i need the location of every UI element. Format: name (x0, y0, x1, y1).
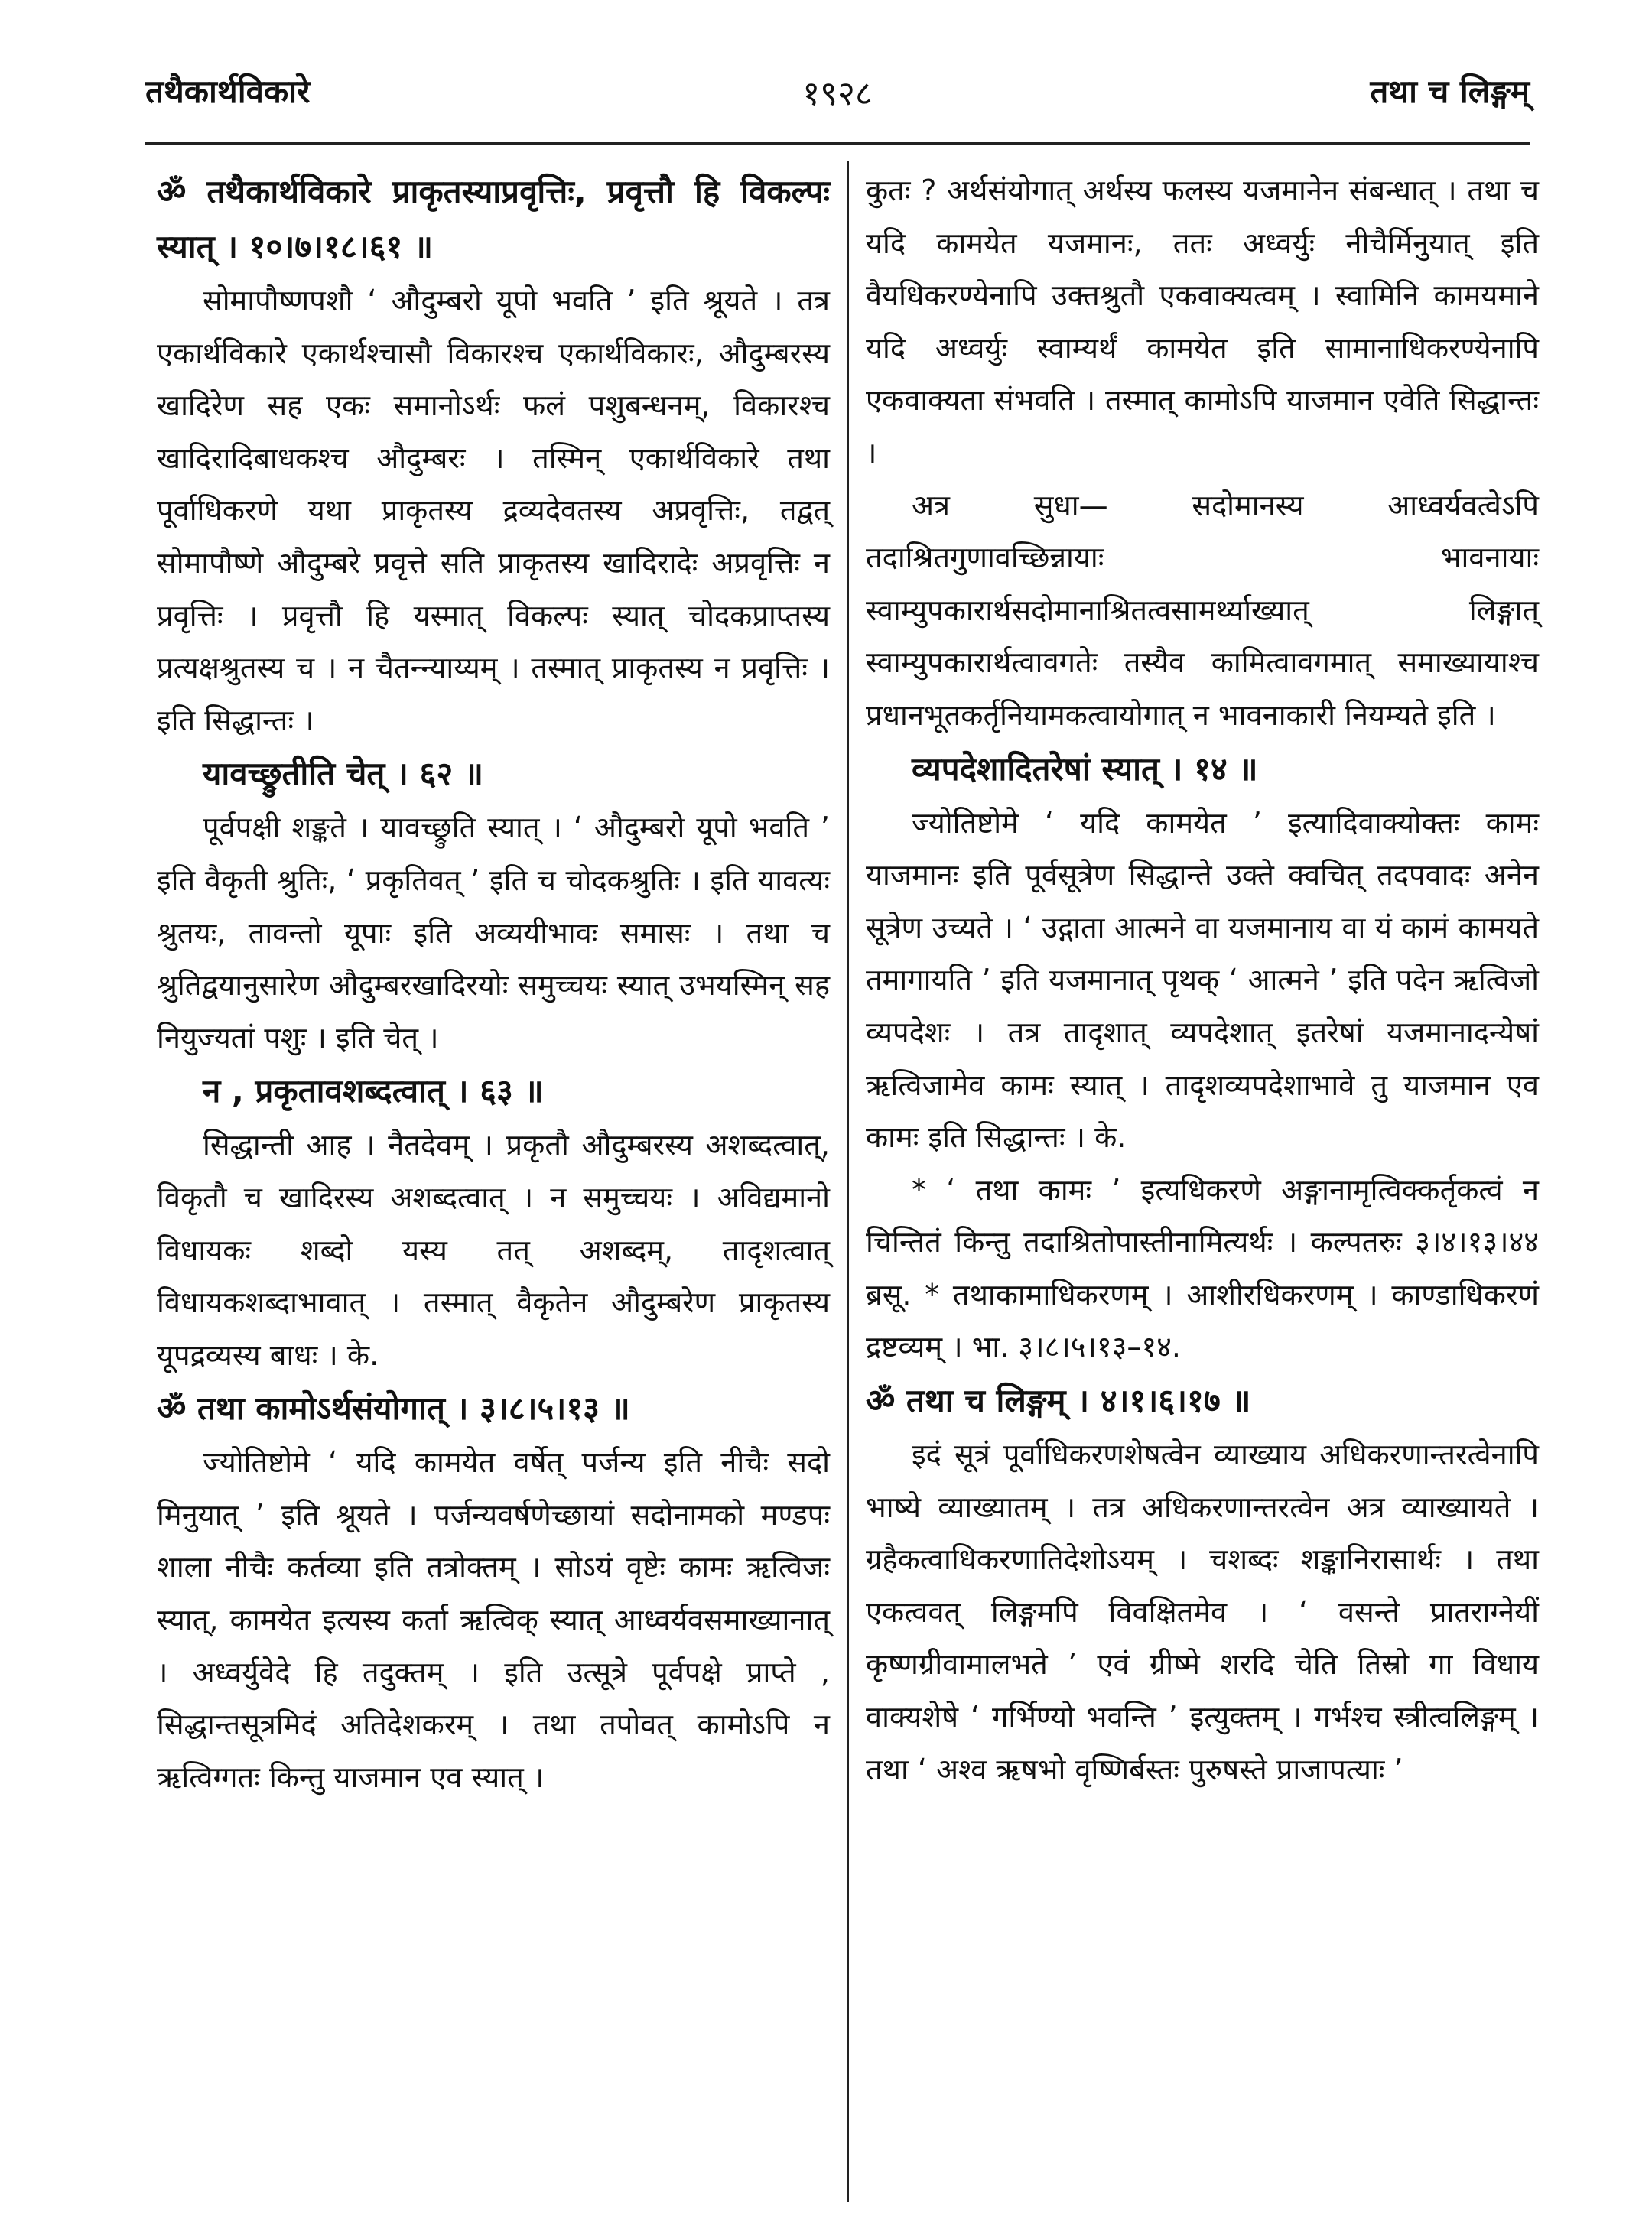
page-number: १९२८ (802, 74, 873, 113)
left-column (157, 164, 830, 1803)
commentary-paragraph: ज्योतिष्टोमे ‘ यदि कामयेत ’ इत्यादिवाक्योक्तः कामः याजमानः इति पूर्वसूत्रेण सिद्धान्ते उक्ते क्वचित् तदपवादः अनेन सूत्रेण उच्यते । ‘ उद्गाता आत्मने वा यजमानाय वा यं कामं कामयते तमागायति ’ इति यजमानात् पृथक् ‘ आत्मने ’ इति पदेन ऋत्विजो व्यपदेशः । तत्र तादृशात् व्यपदेशात् इतरेषां यजमानादन्येषां ऋत्विजामेव कामः स्यात् । तादृशव्यपदेशाभावे तु याजमान एव कामः इति सिद्धान्तः । के. (866, 805, 1539, 1155)
sutra-heading: न , प्रकृतावशब्दत्वात् । ६३ ॥ (203, 1072, 544, 1110)
commentary-paragraph: सोमापौष्णपशौ ‘ औदुम्बरो यूपो भवति ’ इति श्रूयते । तत्र एकार्थविकारे एकार्थश्चासौ विकारश्च एकार्थविकारः, औदुम्बरस्य खादिरेण सह एकः समानोऽर्थः फलं पशुबन्धनम्, विकारश्च खादिरादिबाधकश्च औदुम्बरः । तस्मिन् एकार्थविकारे तथा पूर्वाधिकरणे यथा प्राकृतस्य द्रव्यदेवतस्य अप्रवृत्तिः, तद्वत् सोमापौष्णे औदुम्बरे प्रवृत्ते सति प्राकृतस्य खादिरादेः अप्रवृत्तिः न प्रवृत्तिः । प्रवृत्तौ हि यस्मात् विकल्पः स्यात् चोदकप्राप्तस्य प्रत्यक्षश्रुतस्य च । न चैतन्न्याय्यम् । तस्मात् प्राकृतस्य न प्रवृत्तिः । इति सिद्धान्तः । (157, 284, 830, 737)
commentary-paragraph: इदं सूत्रं पूर्वाधिकरणशेषत्वेन व्याख्याय अधिकरणान्तरत्वेनापि भाष्ये व्याख्यातम् । तत्र अधिकरणान्तरत्वेन अत्र व्याख्यायते । ग्रहैकत्वाधिकरणातिदेशोऽयम् । चशब्दः शङ्कानिरासार्थः । तथा एकत्ववत् लिङ्गमपि विवक्षितमेव । ‘ वसन्ते प्रातराग्नेयीं कृष्णग्रीवामालभते ’ एवं ग्रीष्मे शरदि चेति तिस्रो गा विधाय वाक्यशेषे ‘ गर्भिण्यो भवन्ति ’ इत्युक्तम् । गर्भश्च स्त्रीत्वलिङ्गम् । तथा ‘ अश्व ऋषभो वृष्णिर्बस्तः पुरुषस्ते प्राजापत्याः ’ (866, 1438, 1539, 1786)
running-head-left: तथैकार्थविकारे (145, 73, 311, 110)
sutra-heading: ॐ तथा च लिङ्गम् । ४।१।६।१७ ॥ (866, 1382, 1251, 1420)
page-header (145, 69, 1530, 130)
sutra-heading: यावच्छ्रुतीति चेत् । ६२ ॥ (203, 755, 483, 793)
running-head-right: तथा च लिङ्गम् (1370, 73, 1530, 110)
commentary-paragraph: पूर्वपक्षी शङ्कते । यावच्छ्रुति स्यात् । ‘ औदुम्बरो यूपो भवति ’ इति वैकृती श्रुतिः, ‘ प्रकृतिवत् ’ इति च चोदकश्रुतिः । इति यावत्यः श्रुतयः, तावन्तो यूपाः इति अव्ययीभावः समासः । तथा च श्रुतिद्वयानुसारेण औदुम्बरखादिरयोः समुच्चयः स्यात् उभयस्मिन् सह नियुज्यतां पशुः । इति चेत् । (157, 811, 830, 1055)
sutra-heading: ॐ तथैकार्थविकारे प्राकृतस्याप्रवृत्तिः, प्रवृत्तौ हि विकल्पः स्यात् । १०।७।१८।६१ ॥ (157, 173, 830, 265)
column-divider (847, 161, 849, 2202)
commentary-paragraph: ज्योतिष्टोमे ‘ यदि कामयेत वर्षेत् पर्जन्य इति नीचैः सदो मिनुयात् ’ इति श्रूयते । पर्जन्यवर्षणेच्छायां सदोनामको मण्डपः शाला नीचैः कर्तव्या इति तत्रोक्तम् । सोऽयं वृष्टेः कामः ऋत्विजः स्यात्, कामयेत इत्यस्य कर्ता ऋत्विक् स्यात् आध्वर्यवसमाख्यानात् । अध्वर्युवेदे हि तदुक्तम् । इति उत्सूत्रे पूर्वपक्षे प्राप्ते , सिद्धान्तसूत्रमिदं अतिदेशकरम् । तथा तपोवत् कामोऽपि न ऋत्विग्गतः किन्तु याजमान एव स्यात् । (157, 1445, 830, 1794)
right-column (866, 164, 1539, 1796)
commentary-paragraph: अत्र सुधा— सदोमानस्य आध्वर्यवत्वेऽपि तदाश्रितगुणावच्छिन्नायाः भावनायाः स्वाम्युपकारार्थसदोमानाश्रितत्वसामर्थ्याख्यात् लिङ्गात् स्वाम्युपकारार्थत्वावगतेः तस्यैव कामित्वावगमात् समाख्यायाश्च प्रधानभूतकर्तृनियामकत्वायोगात् न भावनाकारी नियम्यते इति । (866, 488, 1539, 732)
sutra-heading: ॐ तथा कामोऽर्थसंयोगात् । ३।८।५।१३ ॥ (157, 1389, 630, 1428)
footnote-paragraph: * ‘ तथा कामः ’ इत्यधिकरणे अङ्गानामृत्विक्कर्तृकत्वं न चिन्तितं किन्तु तदाश्रितोपास्तीनामित्यर्थः । कल्पतरुः ३।४।१३।४४ ब्रसू. * तथाकामाधिकरणम् । आशीरधिकरणम् । काण्डाधिकरणं द्रष्टव्यम् । भा. ३।८।५।१३–१४. (866, 1172, 1539, 1364)
commentary-paragraph: कुतः ? अर्थसंयोगात् अर्थस्य फलस्य यजमानेन संबन्धात् । तथा च यदि कामयेत यजमानः, ततः अध्वर्युः नीचैर्मिनुयात् इति वैयधिकरण्येनापि उक्तश्रुतौ एकवाक्यत्वम् । स्वामिनि कामयमाने यदि अध्वर्युः स्वाम्यर्थं कामयेत इति सामानाधिकरण्येनापि एकवाक्यता संभवति । तस्मात् कामोऽपि याजमान एवेति सिद्धान्तः । (866, 174, 1539, 470)
sutra-heading: व्यपदेशादितरेषां स्यात् । १४ ॥ (912, 749, 1258, 788)
commentary-paragraph: सिद्धान्ती आह । नैतदेवम् । प्रकृतौ औदुम्बरस्य अशब्दत्वात्, विकृतौ च खादिरस्य अशब्दत्वात् । न समुच्चयः । अविद्यमानो विधायकः शब्दो यस्य तत् अशब्दम्, तादृशत्वात् विधायकशब्दाभावात् । तस्मात् वैकृतेन औदुम्बरेण प्राकृतस्य यूपद्रव्यस्य बाधः । के. (157, 1128, 830, 1372)
header-rule (145, 142, 1530, 145)
